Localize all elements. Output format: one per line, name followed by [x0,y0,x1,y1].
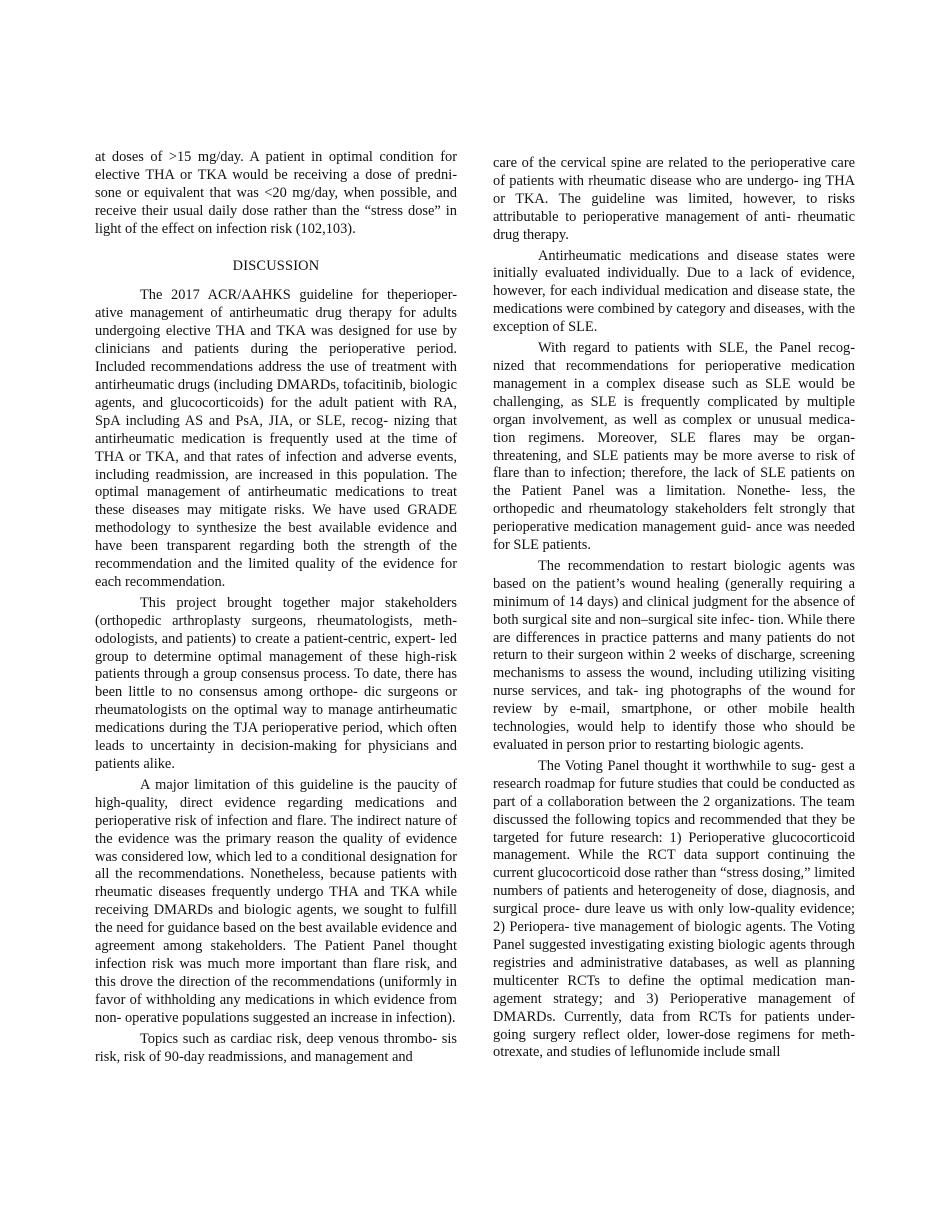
paragraph: at doses of >15 mg/day. A patient in optimal condition for elective THA or TKA would be receiving a dose of predni- sone or equivalent that was <20 mg/day, when possible, and receive their usual daily dose rather than the “stress dose” in light of the effect on infection risk (102,103). [95,149,457,237]
section-heading-discussion: DISCUSSION [232,257,320,274]
left-column [95,149,457,1066]
paragraph: With regard to patients with SLE, the Panel recog- nized that recommendations for perioperative medication management in a complex disease such as SLE would be challenging, as SLE is frequently complicated by multiple organ involvement, as well as complex or unusual medica- tion regimens. Moreover, SLE flares may be organ- threatening, and SLE patients may be more averse to risk of flare than to infection; therefore, the lack of SLE patients on the Patient Panel was a limitation. Nonethe- less, the orthopedic and rheumatology stakeholders felt strongly that perioperative medication management guid- ance was needed for SLE patients. [493,340,855,554]
paragraph: Antirheumatic medications and disease states were initially evaluated individually. Due to a lack of evidence, however, for each individual medication and disease state, the medications were combined by category and diseases, with the exception of SLE. [493,247,855,336]
paragraph: The 2017 ACR/AAHKS guideline for theperioper- ative management of antirheumatic drug therapy for adults undergoing elective THA and TKA was designed for use by clinicians and patients during the perioperative period. Included recommendations address the use of treatment with antirheumatic drugs (including DMARDs, tofacitinib, biologic agents, and glucocorticoids) for the adult patient with RA, SpA including AS and PsA, JIA, or SLE, recog- nizing that antirheumatic medication is frequently used at the time of THA or TKA, and that rates of infection and adverse events, including readmission, are increased in this population. The optimal management of antirheumatic medications to treat these diseases may mitigate risks. We have used GRADE methodology to synthesize the best available evidence and have been transparent regarding both the strength of the recommendation and the limited quality of the evidence for each recommendation. [95,287,457,590]
paragraph: This project brought together major stakeholders (orthopedic arthroplasty surgeons, rheumatologists, meth- odologists, and patients) to create a patient-centric, expert- led group to determine optimal management of these high-risk patients through a group consensus process. To date, there has been little to no consensus among orthope- dic surgeons or rheumatologists on the optimal way to manage antirheumatic medications during the TJA perioperative period, which often leads to uncertainty in decision-making for physicians and patients alike. [95,594,457,772]
paragraph: The Voting Panel thought it worthwhile to sug- gest a research roadmap for future studies that could be conducted as part of a collaboration between the 2 organizations. The team discussed the following topics and recommended that they be targeted for future research: 1) Perioperative glucocorticoid management. While the RCT data support continuing the current glucocorticoid dose rather than “stress dosing,” limited numbers of patients and heterogeneity of dose, diagnosis, and surgical proce- dure leave us with only low-quality evidence; 2) Periopera- tive management of biologic agents. The Voting Panel suggested investigating existing biologic agents through registries and administrative databases, as well as planning multicenter RCTs to define the optimal medication man- agement strategy; and 3) Perioperative management of DMARDs. Currently, data from RCTs for patients under- going surgery reflect older, lower-dose regimens for meth- otrexate, and studies of leflunomide include small [493,757,855,1061]
paragraph: care of the cervical spine are related to the perioperative care of patients with rheumatic disease who are undergo- ing THA or TKA. The guideline was limited, however, to risks attributable to perioperative management of anti- rheumatic drug therapy. [493,155,855,243]
paragraph: The recommendation to restart biologic agents was based on the patient’s wound healing (generally requiring a minimum of 14 days) and clinical judgment for the absence of both surgical site and non–surgical site infec- tion. While there are differences in practice patterns and many patients do not return to their surgeon within 2 weeks of discharge, screening mechanisms to assess the wound, including utilizing visiting nurse services, and tak- ing photographs of the wound for review by e-mail, smartphone, or other mobile health technologies, would help to identify those who should be evaluated in person prior to restarting biologic agents. [493,557,855,753]
right-column [493,155,855,1062]
paragraph: A major limitation of this guideline is the paucity of high-quality, direct evidence regarding medications and perioperative risk of infection and flare. The indirect nature of the evidence was the primary reason the quality of evidence was considered low, which led to a conditional designation for all the recommendations. Nonetheless, because patients with rheumatic diseases frequently undergo THA and TKA while receiving DMARDs and biologic agents, we sought to fulfill the need for guidance based on the best available evidence and agreement among stakeholders. The Patient Panel thought infection risk was much more important than flare risk, and this drove the direction of the recommendations (uniformly in favor of withholding any medications in which evidence from non- operative populations suggested an increase in infection). [95,776,457,1026]
paragraph: Topics such as cardiac risk, deep venous thrombo- sis risk, risk of 90-day readmissions, and management and [95,1030,457,1065]
